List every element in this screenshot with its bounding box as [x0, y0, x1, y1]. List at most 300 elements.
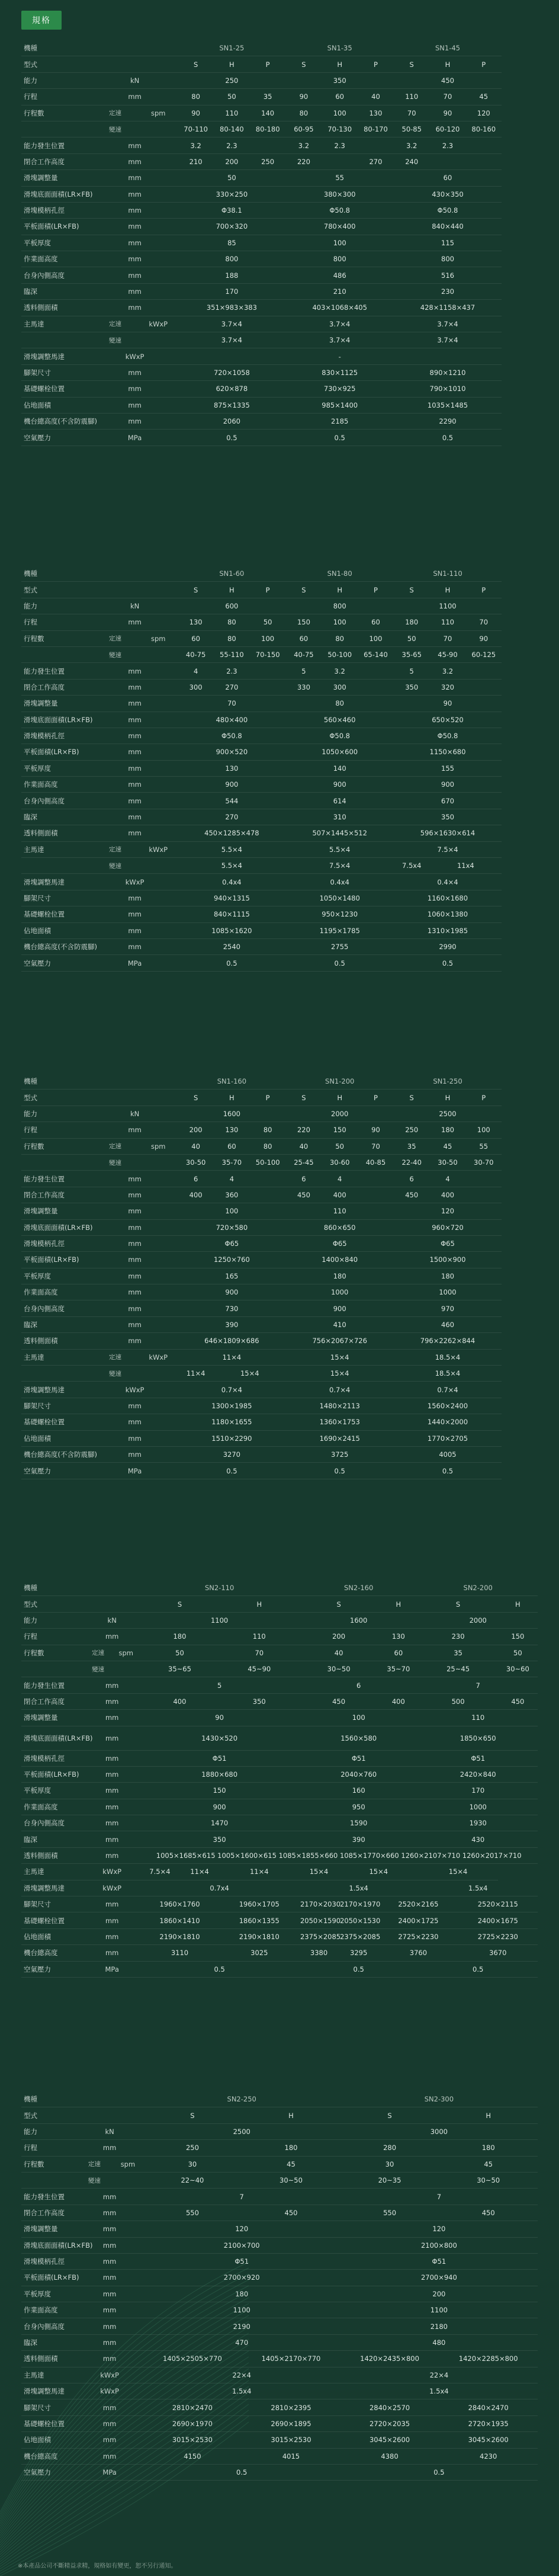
- table-cell: 35: [418, 1645, 497, 1661]
- table-cell: 700×320: [178, 219, 285, 235]
- table-cell: mm: [92, 760, 178, 776]
- table-cell: [358, 1171, 394, 1187]
- table-cell: [76, 2091, 143, 2107]
- table-cell: H: [242, 2107, 340, 2123]
- table-cell: 900: [178, 777, 285, 793]
- table-cell: 0.4x4: [286, 874, 394, 890]
- table-header-row: [21, 1580, 538, 1596]
- table-cell: 80-170: [358, 121, 394, 137]
- table-cell: 30~60: [498, 1661, 538, 1677]
- table-row: [21, 105, 538, 121]
- table-cell: Φ50.8: [286, 202, 394, 218]
- table-cell: 80: [286, 696, 394, 712]
- table-cell: 2000: [418, 1612, 538, 1628]
- row-label: 滑塊調整量: [21, 1203, 92, 1219]
- row-label: 滑塊調整量: [21, 170, 92, 186]
- table-cell: 2100×700: [143, 2237, 340, 2253]
- table-cell: 165: [178, 1268, 285, 1284]
- table-cell: 486: [286, 267, 394, 283]
- table-cell: H: [322, 1090, 358, 1106]
- table-cell: 1930: [418, 1815, 538, 1831]
- table-cell: 900×520: [178, 744, 285, 760]
- table-cell: 150: [286, 614, 322, 630]
- table-cell: mm: [92, 267, 178, 283]
- table-row: [21, 696, 538, 712]
- table-cell: SN2-160: [299, 1580, 418, 1596]
- table-cell: 2520×2165: [378, 1896, 458, 1912]
- table-cell: 2050×1590: [299, 1912, 339, 1928]
- table-cell: 1405×2505×770: [143, 2351, 242, 2367]
- table-cell: 3000: [340, 2123, 538, 2139]
- table-cell: 2.3: [214, 663, 250, 679]
- table-cell: mm: [92, 1252, 178, 1268]
- table-cell: 變速: [76, 2172, 113, 2188]
- row-label: 腳架尺寸: [21, 890, 92, 906]
- table-cell: 350: [394, 809, 502, 825]
- table-cell: 65-140: [358, 646, 394, 662]
- table-cell: 4380: [340, 2448, 439, 2464]
- table-cell: 1050×1480: [286, 890, 394, 906]
- table-cell: mm: [92, 1171, 178, 1187]
- row-label: 腳架尺寸: [21, 2399, 76, 2415]
- table-cell: P: [465, 56, 502, 72]
- table-cell: 2725×2230: [378, 1928, 458, 1944]
- table-row: [21, 922, 538, 938]
- table-cell: 2690×1970: [143, 2415, 242, 2431]
- table-cell: 50: [498, 1645, 538, 1661]
- table-cell: 3025: [220, 1945, 299, 1961]
- table-cell: H: [430, 582, 466, 598]
- table-cell: spm: [139, 630, 178, 646]
- spec-table: [21, 1580, 538, 1978]
- table-cell: 0.7×4: [394, 1382, 502, 1398]
- table-row: [21, 1446, 538, 1462]
- row-label: 滑塊底面面積(LR×FB): [21, 1219, 92, 1235]
- table-row: [21, 1612, 538, 1628]
- row-label: 臨深: [21, 2334, 76, 2350]
- table-row: [21, 219, 538, 235]
- table-cell: mm: [92, 219, 178, 235]
- row-label: 台身內側高度: [21, 1300, 92, 1316]
- table-cell: P: [358, 1090, 394, 1106]
- row-label: 台身內側高度: [21, 267, 92, 283]
- table-cell: 60: [358, 614, 394, 630]
- table-cell: 500: [418, 1693, 497, 1709]
- row-label: 平板面積(LR×FB): [21, 2270, 76, 2286]
- table-cell: Φ51: [140, 1750, 299, 1766]
- table-cell: 720×1058: [178, 364, 285, 380]
- table-cell: 2700×920: [143, 2270, 340, 2286]
- table-cell: 970: [394, 1300, 502, 1316]
- table-cell: 45-90: [430, 646, 466, 662]
- table-cell: 450: [299, 1693, 378, 1709]
- table-cell: 1860×1410: [140, 1912, 219, 1928]
- table-cell: 350: [394, 679, 430, 695]
- table-cell: 70: [465, 614, 502, 630]
- row-label: 型式: [21, 1596, 84, 1612]
- table-cell: 50-85: [394, 121, 430, 137]
- table-cell: SN2-200: [418, 1580, 538, 1596]
- table-row: [21, 906, 538, 922]
- table-row: [21, 1677, 538, 1693]
- table-cell: P: [465, 1090, 502, 1106]
- table-cell: 180: [439, 2140, 538, 2156]
- table-row: [21, 1945, 538, 1961]
- row-label: 滑塊底面面積(LR×FB): [21, 186, 92, 202]
- table-row: [21, 1750, 538, 1766]
- table-cell: kWxP: [92, 1382, 178, 1398]
- row-label: 主馬達: [21, 316, 92, 332]
- table-cell: S: [178, 582, 214, 598]
- table-cell: 5.5×4: [178, 841, 285, 857]
- table-cell: kN: [92, 1106, 178, 1122]
- table-cell: 2420×840: [418, 1766, 538, 1782]
- table-cell: 45: [242, 2156, 340, 2172]
- table-cell: 450×1285×478: [178, 825, 285, 841]
- table-cell: 4150: [143, 2448, 242, 2464]
- table-cell: 2810×2470: [143, 2399, 242, 2415]
- table-cell: 800: [286, 251, 394, 267]
- table-cell: 200: [340, 2286, 538, 2302]
- table-cell: H: [439, 2107, 538, 2123]
- table-cell: P: [250, 1090, 286, 1106]
- table-cell: 3380: [299, 1945, 339, 1961]
- table-row: [21, 841, 538, 857]
- row-label: [21, 121, 92, 137]
- table-cell: kWxP: [92, 348, 178, 364]
- table-cell: SN1-45: [394, 40, 502, 56]
- table-cell: 35~70: [378, 1661, 418, 1677]
- table-cell: mm: [84, 1847, 140, 1863]
- table-cell: kN: [92, 72, 178, 88]
- table-cell: 210: [286, 283, 394, 299]
- table-cell: mm: [92, 413, 178, 429]
- table-cell: 100: [322, 105, 358, 121]
- table-cell: H: [498, 1596, 538, 1612]
- table-cell: 18.5×4: [394, 1366, 502, 1382]
- table-cell: 定速: [92, 1349, 139, 1365]
- table-cell: 80-140: [214, 121, 250, 137]
- table-cell: 646×1809×686: [178, 1333, 285, 1349]
- table-cell: 變速: [92, 1154, 139, 1170]
- row-label: 機台總高度(不含防震腳): [21, 413, 92, 429]
- table-header-row: [21, 2091, 538, 2107]
- table-cell: 0.5: [143, 2464, 340, 2480]
- table-cell: 1100: [140, 1612, 299, 1628]
- table-cell: mm: [84, 1710, 140, 1726]
- table-cell: 230: [418, 1629, 497, 1645]
- table-row: [21, 2205, 538, 2221]
- table-cell: 140: [250, 105, 286, 121]
- table-cell: mm: [84, 1750, 140, 1766]
- row-label: 佔地面積: [21, 2432, 76, 2448]
- table-cell: 40-75: [178, 646, 214, 662]
- table-cell: H: [430, 56, 466, 72]
- table-cell: mm: [92, 679, 178, 695]
- table-cell: 30-50: [178, 1154, 214, 1170]
- table-cell: 670: [394, 793, 502, 809]
- table-cell: 730: [178, 1300, 285, 1316]
- table-row: [21, 1252, 538, 1268]
- table-row: [21, 267, 538, 283]
- table-cell: H: [220, 1596, 299, 1612]
- table-cell: mm: [92, 89, 178, 105]
- table-cell: mm: [92, 793, 178, 809]
- table-cell: 2100×800: [340, 2237, 538, 2253]
- table-cell: 170: [418, 1783, 538, 1799]
- row-label: 空氣壓力: [21, 1463, 92, 1479]
- table-row: [21, 1847, 538, 1863]
- table-row: [21, 777, 538, 793]
- table-cell: 351×983×383: [178, 300, 285, 316]
- table-cell: 6: [286, 1171, 322, 1187]
- table-cell: 60-120: [430, 121, 466, 137]
- table-row: [21, 1284, 538, 1300]
- table-cell: 45: [465, 89, 502, 105]
- table-cell: 3670: [458, 1945, 538, 1961]
- row-label: 基礎螺栓位置: [21, 1414, 92, 1430]
- table-row: [21, 1766, 538, 1782]
- table-cell: kWxP: [139, 316, 178, 332]
- table-cell: 1560×2400: [394, 1398, 502, 1414]
- table-cell: 11×4: [220, 1864, 299, 1880]
- table-cell: SN1-35: [286, 40, 394, 56]
- table-cell: [465, 1171, 502, 1187]
- spec-table: [21, 2091, 538, 2481]
- table-cell: mm: [84, 1726, 140, 1750]
- table-cell: 50: [250, 614, 286, 630]
- table-cell: mm: [92, 1414, 178, 1430]
- table-cell: mm: [76, 2432, 143, 2448]
- table-cell: 240: [394, 153, 430, 169]
- table-row: [21, 679, 538, 695]
- row-label: 透料側面積: [21, 2351, 76, 2367]
- table-row: [21, 955, 538, 971]
- table-cell: [139, 332, 178, 348]
- table-cell: 1360×1753: [286, 1414, 394, 1430]
- table-cell: 2.3: [322, 137, 358, 153]
- table-cell: 90: [465, 630, 502, 646]
- table-cell: [358, 663, 394, 679]
- table-cell: mm: [84, 1693, 140, 1709]
- row-label: 平板面積(LR×FB): [21, 744, 92, 760]
- table-row: [21, 332, 538, 348]
- table-row: [21, 381, 538, 397]
- row-label: 滑塊模柄孔徑: [21, 1750, 84, 1766]
- table-cell: 100: [250, 630, 286, 646]
- table-cell: 0.5: [178, 1463, 285, 1479]
- table-cell: 450: [242, 2205, 340, 2221]
- table-cell: spm: [139, 1138, 178, 1154]
- row-label: 主馬達: [21, 1349, 92, 1365]
- table-cell: 80: [250, 1122, 286, 1138]
- table-cell: 2000: [286, 1106, 394, 1122]
- table-row: [21, 1268, 538, 1284]
- table-cell: Φ50.8: [394, 728, 502, 744]
- table-cell: mm: [84, 1928, 140, 1944]
- table-cell: 270: [214, 679, 250, 695]
- table-cell: H: [214, 56, 250, 72]
- table-cell: mm: [76, 2189, 143, 2205]
- table-cell: 400: [322, 1187, 358, 1203]
- table-cell: mm: [92, 170, 178, 186]
- table-cell: 516: [394, 267, 502, 283]
- row-label: 滑塊底面面積(LR×FB): [21, 2237, 76, 2253]
- table-cell: mm: [92, 744, 178, 760]
- table-cell: [250, 137, 286, 153]
- table-cell: 614: [286, 793, 394, 809]
- table-cell: 2840×2570: [340, 2399, 439, 2415]
- table-row: [21, 186, 538, 202]
- row-label: 空氣壓力: [21, 2464, 76, 2480]
- row-label: 臨深: [21, 809, 92, 825]
- table-cell: kWxP: [139, 1349, 178, 1365]
- table-row: [21, 2318, 538, 2334]
- table-cell: 1500×900: [394, 1252, 502, 1268]
- table-cell: 90: [358, 1122, 394, 1138]
- table-cell: 1880×680: [140, 1766, 299, 1782]
- table-cell: mm: [84, 1912, 140, 1928]
- table-cell: 220: [286, 153, 322, 169]
- table-cell: 40: [299, 1645, 378, 1661]
- table-cell: 550: [340, 2205, 439, 2221]
- row-label: 滑塊底面面積(LR×FB): [21, 712, 92, 728]
- table-row: [21, 1783, 538, 1799]
- table-row: [21, 2286, 538, 2302]
- table-cell: 0.5: [286, 955, 394, 971]
- table-cell: 40: [178, 1138, 214, 1154]
- table-cell: mm: [76, 2318, 143, 2334]
- table-cell: 620×878: [178, 381, 285, 397]
- row-label: 能力發生位置: [21, 1171, 92, 1187]
- row-label: 能力發生位置: [21, 137, 92, 153]
- table-cell: 45~90: [220, 1661, 299, 1677]
- table-cell: [84, 1580, 140, 1596]
- table-cell: 200: [178, 1122, 214, 1138]
- table-cell: mm: [92, 381, 178, 397]
- table-cell: 450: [394, 72, 502, 88]
- table-cell: 790×1010: [394, 381, 502, 397]
- table-row: [21, 1382, 538, 1398]
- table-cell: 11×4: [178, 1349, 285, 1365]
- table-cell: 1405×2170×770: [242, 2351, 340, 2367]
- table-cell: mm: [92, 251, 178, 267]
- table-cell: 5: [140, 1677, 299, 1693]
- table-cell: 180: [140, 1629, 219, 1645]
- table-cell: 11×4: [179, 1864, 219, 1880]
- table-row: [21, 153, 538, 169]
- table-cell: 110: [394, 89, 430, 105]
- table-cell: 150: [140, 1783, 299, 1799]
- table-cell: 30~50: [242, 2172, 340, 2188]
- row-label: 基礎螺栓位置: [21, 1912, 84, 1928]
- row-label: 平板面積(LR×FB): [21, 219, 92, 235]
- table-cell: 50: [214, 89, 250, 105]
- table-row: [21, 663, 538, 679]
- table-cell: 2050×1530: [339, 1912, 378, 1928]
- table-header-row: [21, 40, 538, 56]
- table-row: [21, 1154, 538, 1170]
- table-cell: kWxP: [84, 1864, 140, 1880]
- table-row: [21, 2448, 538, 2464]
- table-cell: SN1-250: [394, 1074, 502, 1090]
- table-cell: 6: [178, 1171, 214, 1187]
- table-cell: mm: [76, 2237, 143, 2253]
- table-row: [21, 1333, 538, 1349]
- table-cell: 1560×580: [299, 1726, 418, 1750]
- table-row: [21, 1187, 538, 1203]
- row-label: 能力: [21, 2123, 76, 2139]
- table-cell: 180: [242, 2140, 340, 2156]
- row-label: [21, 646, 92, 662]
- table-cell: mm: [92, 153, 178, 169]
- table-cell: 2990: [394, 938, 502, 954]
- table-header-row: [21, 566, 538, 582]
- table-cell: 18.5×4: [394, 1349, 502, 1365]
- table-row: [21, 202, 538, 218]
- table-cell: 1250×760: [178, 1252, 285, 1268]
- table-cell: SN1-160: [178, 1074, 285, 1090]
- table-cell: 7: [418, 1677, 538, 1693]
- row-label: 滑塊調整量: [21, 2221, 76, 2237]
- table-cell: [250, 663, 286, 679]
- table-row: [21, 2140, 538, 2156]
- table-cell: 60-125: [465, 646, 502, 662]
- table-row: [21, 1366, 538, 1382]
- table-cell: mm: [84, 1815, 140, 1831]
- row-label: 佔地面積: [21, 1928, 84, 1944]
- row-label: 滑塊模柄孔徑: [21, 728, 92, 744]
- row-label: 作業面高度: [21, 251, 92, 267]
- table-cell: 3.2: [286, 137, 322, 153]
- table-cell: [358, 679, 394, 695]
- row-label: 平板面積(LR×FB): [21, 1252, 92, 1268]
- row-label: 滑塊調整馬達: [21, 1382, 92, 1398]
- row-label: 型式: [21, 1090, 92, 1106]
- table-cell: 60: [178, 630, 214, 646]
- table-cell: 2190: [143, 2318, 340, 2334]
- table-row: [21, 1880, 538, 1896]
- table-cell: [76, 2107, 143, 2123]
- table-cell: 860×650: [286, 1219, 394, 1235]
- table-cell: 6: [299, 1677, 418, 1693]
- table-cell: 985×1400: [286, 397, 394, 413]
- table-cell: 35: [394, 1138, 430, 1154]
- table-cell: 200: [214, 153, 250, 169]
- row-label: 佔地面積: [21, 1430, 92, 1446]
- table-cell: [92, 40, 178, 56]
- table-cell: 3015×2530: [143, 2432, 242, 2448]
- table-cell: mm: [92, 397, 178, 413]
- row-label: 機台總高度(不含防震腳): [21, 938, 92, 954]
- table-cell: mm: [92, 1219, 178, 1235]
- table-cell: 3295: [339, 1945, 378, 1961]
- table-cell: SN2-110: [140, 1580, 299, 1596]
- row-label: 行程: [21, 1629, 84, 1645]
- table-cell: 定速: [92, 1138, 139, 1154]
- table-cell: 定速: [92, 630, 139, 646]
- table-cell: 450: [286, 1187, 322, 1203]
- table-row: [21, 760, 538, 776]
- row-label: 透料側面積: [21, 825, 92, 841]
- row-label: 佔地面積: [21, 922, 92, 938]
- table-cell: 350: [220, 1693, 299, 1709]
- table-cell: 796×2262×844: [394, 1333, 502, 1349]
- table-cell: Φ65: [394, 1235, 502, 1251]
- table-cell: 5: [286, 663, 322, 679]
- row-label: 平板厚度: [21, 235, 92, 251]
- table-cell: 2040×760: [299, 1766, 418, 1782]
